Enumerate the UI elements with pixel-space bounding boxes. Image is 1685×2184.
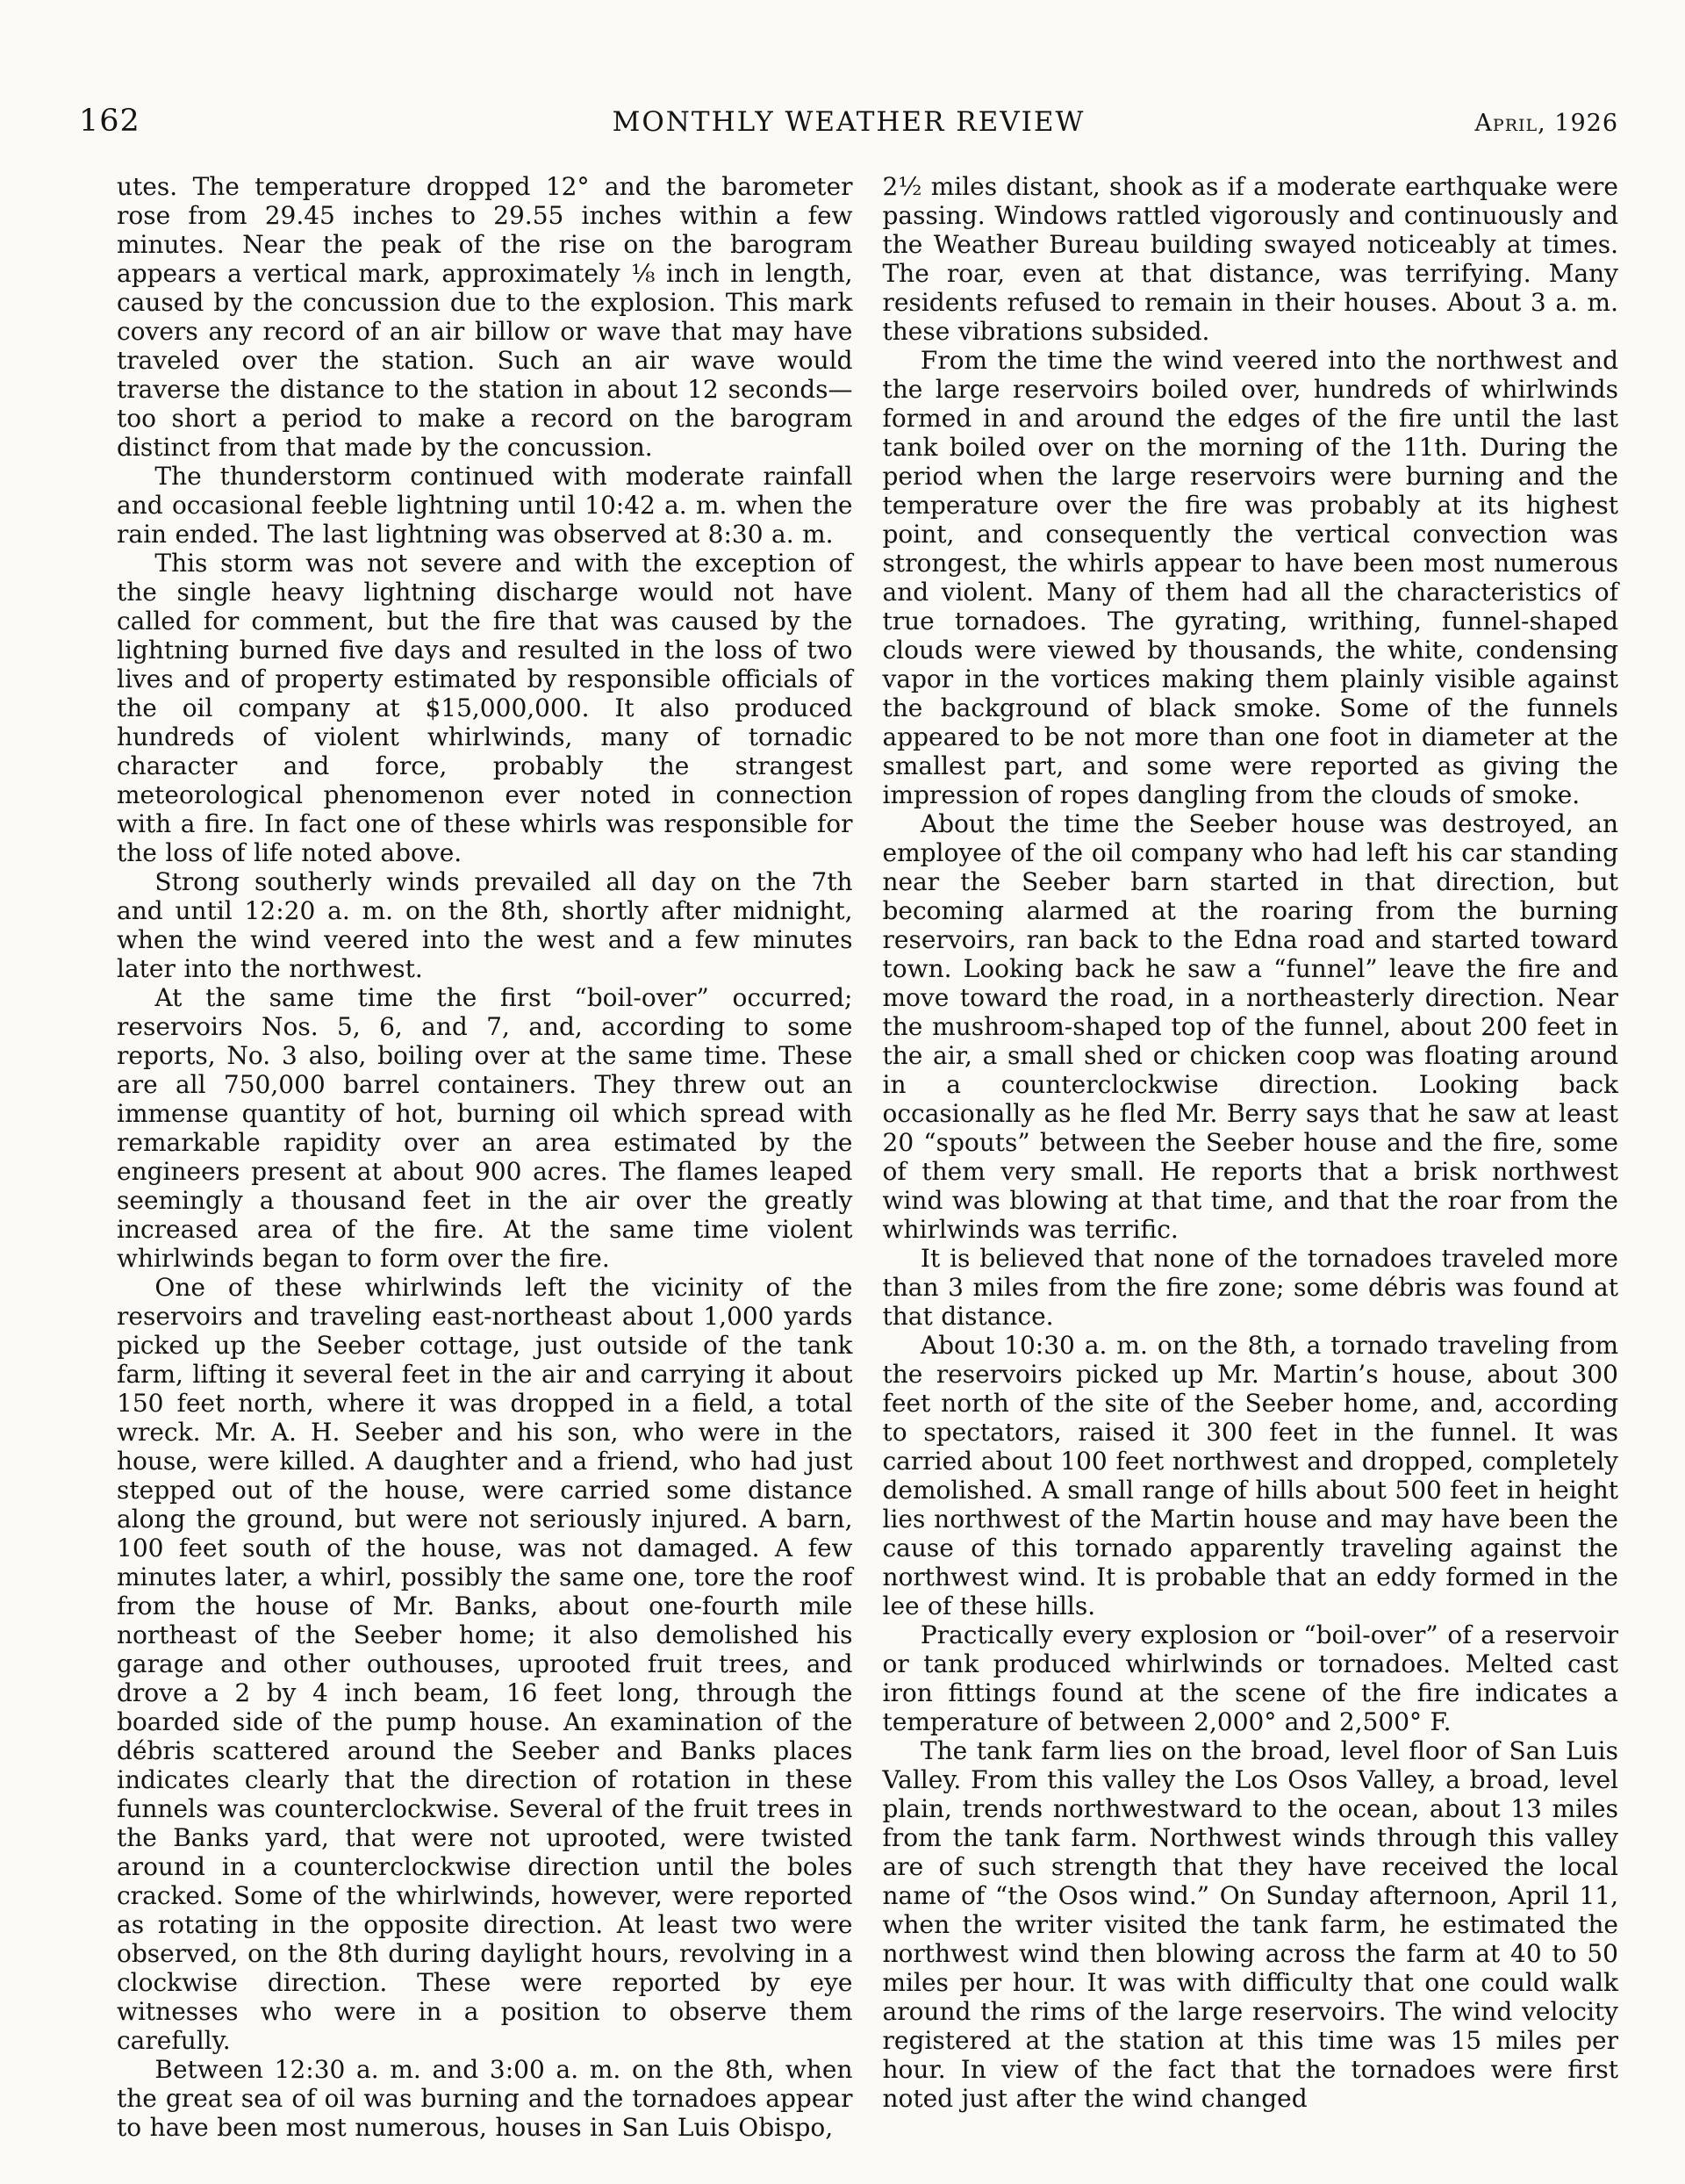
paragraph: The tank farm lies on the broad, level floor of San Luis Valley. From this valley the Los Osos Valley, a broad, level plain, trends northwestward to the ocean, about 13 miles from the tank farm. Northwest winds through this valley are of such strength that they have received the local name of “the Osos wind.” On Sunday afternoon, April 11, when the writer visited the tank farm, he estimated the northwest wind then blowing across the farm at 40 to 50 miles per hour. It was with difficulty that one could walk around the rims of the large reservoirs. The wind velocity registered at the station at this time was 15 miles per hour. In view of the fact that the tornadoes were first noted just after the wind changed [882, 1736, 1618, 2113]
paragraph: Between 12:30 a. m. and 3:00 a. m. on the 8th, when the great sea of oil was burning and the tornadoes appear to have been most numerous, houses in San Luis Obispo, [117, 2055, 853, 2142]
paragraph: Strong southerly winds prevailed all day on the 7th and until 12:20 a. m. on the 8th, shortly after midnight, when the wind veered into the west and a few minutes later into the northwest. [117, 867, 853, 983]
journal-title: MONTHLY WEATHER REVIEW [612, 106, 1086, 138]
issue-date: April, 1926 [1474, 110, 1618, 137]
paragraph: About the time the Seeber house was destroyed, an employee of the oil company who had left his car standing near the Seeber barn started in that direction, but becoming alarmed at the roaring from the burning reservoirs, ran back to the Edna road and started toward town. Looking back he saw a “funnel” leave the fire and move toward the road, in a northeasterly direction. Near the mushroom-shaped top of the funnel, about 200 feet in the air, a small shed or chicken coop was floating around in a counterclockwise direction. Looking back occasionally as he fled Mr. Berry says that he saw at least 20 “spouts” between the Seeber house and the fire, some of them very small. He reports that a brisk northwest wind was blowing at that time, and that the roar from the whirlwinds was terrific. [882, 809, 1618, 1244]
paragraph: utes. The temperature dropped 12° and the barometer rose from 29.45 inches to 29.55 inches within a few minutes. Near the peak of the rise on the barogram appears a vertical mark, approximately ⅛ inch in length, caused by the concussion due to the explosion. This mark covers any record of an air billow or wave that may have traveled over the station. Such an air wave would traverse the distance to the station in about 12 seconds—too short a period to make a record on the barogram distinct from that made by the concussion. [117, 172, 853, 462]
right-column [883, 172, 1619, 2142]
article-body [0, 172, 1685, 2142]
paragraph: This storm was not severe and with the exception of the single heavy lightning discharge would not have called for comment, but the fire that was caused by the lightning burned five days and resulted in the loss of two lives and of property estimated by responsible officials of the oil company at $15,000,000. It also produced hundreds of violent whirlwinds, many of tornadic character and force, probably the strangest meteorological phenomenon ever noted in connection with a fire. In fact one of these whirls was responsible for the loss of life noted above. [117, 549, 853, 867]
paragraph: The thunderstorm continued with moderate rainfall and occasional feeble lightning until 10:42 a. m. when the rain ended. The last lightning was observed at 8:30 a. m. [117, 462, 853, 549]
paragraph: At the same time the first “boil-over” occurred; reservoirs Nos. 5, 6, and 7, and, according to some reports, No. 3 also, boiling over at the same time. These are all 750,000 barrel containers. They threw out an immense quantity of hot, burning oil which spread with remarkable rapidity over an area estimated by the engineers present at about 900 acres. The flames leaped seemingly a thousand feet in the air over the greatly increased area of the fire. At the same time violent whirlwinds began to form over the fire. [117, 983, 853, 1273]
running-head [0, 104, 1685, 139]
paragraph: About 10:30 a. m. on the 8th, a tornado traveling from the reservoirs picked up Mr. Martin’s house, about 300 feet north of the site of the Seeber home, and, according to spectators, raised it 300 feet in the funnel. It was carried about 100 feet northwest and dropped, completely demolished. A small range of hills about 500 feet in height lies northwest of the Martin house and may have been the cause of this tornado apparently traveling against the northwest wind. It is probable that an eddy formed in the lee of these hills. [882, 1331, 1618, 1620]
left-column [117, 172, 853, 2142]
paragraph: One of these whirlwinds left the vicinity of the reservoirs and traveling east-northeast about 1,000 yards picked up the Seeber cottage, just outside of the tank farm, lifting it several feet in the air and carrying it about 150 feet north, where it was dropped in a field, a total wreck. Mr. A. H. Seeber and his son, who were in the house, were killed. A daughter and a friend, who had just stepped out of the house, were carried some distance along the ground, but were not seriously injured. A barn, 100 feet south of the house, was not damaged. A few minutes later, a whirl, possibly the same one, tore the roof from the house of Mr. Banks, about one-fourth mile northeast of the Seeber home; it also demolished his garage and other outhouses, uprooted fruit trees, and drove a 2 by 4 inch beam, 16 feet long, through the boarded side of the pump house. An examination of the débris scattered around the Seeber and Banks places indicates clearly that the direction of rotation in these funnels was counterclockwise. Several of the fruit trees in the Banks yard, that were not uprooted, were twisted around in a counterclockwise direction until the boles cracked. Some of the whirlwinds, however, were reported as rotating in the opposite direction. At least two were observed, on the 8th during daylight hours, revolving in a clockwise direction. These were reported by eye witnesses who were in a position to observe them carefully. [117, 1273, 853, 2055]
page-number: 162 [79, 104, 140, 139]
paragraph: From the time the wind veered into the northwest and the large reservoirs boiled over, hundreds of whirlwinds formed in and around the edges of the fire until the last tank boiled over on the morning of the 11th. During the period when the large reservoirs were burning and the temperature over the fire was probably at its highest point, and consequently the vertical convection was strongest, the whirls appear to have been most numerous and violent. Many of them had all the characteristics of true tornadoes. The gyrating, writhing, funnel-shaped clouds were viewed by thousands, the white, condensing vapor in the vortices making them plainly visible against the background of black smoke. Some of the funnels appeared to be not more than one foot in diameter at the smallest part, and some were reported as giving the impression of ropes dangling from the clouds of smoke. [882, 346, 1618, 809]
paragraph: 2½ miles distant, shook as if a moderate earthquake were passing. Windows rattled vigorously and continuously and the Weather Bureau building swayed noticeably at times. The roar, even at that distance, was terrifying. Many residents refused to remain in their houses. About 3 a. m. these vibrations subsided. [882, 172, 1618, 346]
paragraph: It is believed that none of the tornadoes traveled more than 3 miles from the fire zone; some débris was found at that distance. [882, 1244, 1618, 1331]
paragraph: Practically every explosion or “boil-over” of a reservoir or tank produced whirlwinds or tornadoes. Melted cast iron fittings found at the scene of the fire indicates a temperature of between 2,000° and 2,500° F. [882, 1620, 1618, 1736]
